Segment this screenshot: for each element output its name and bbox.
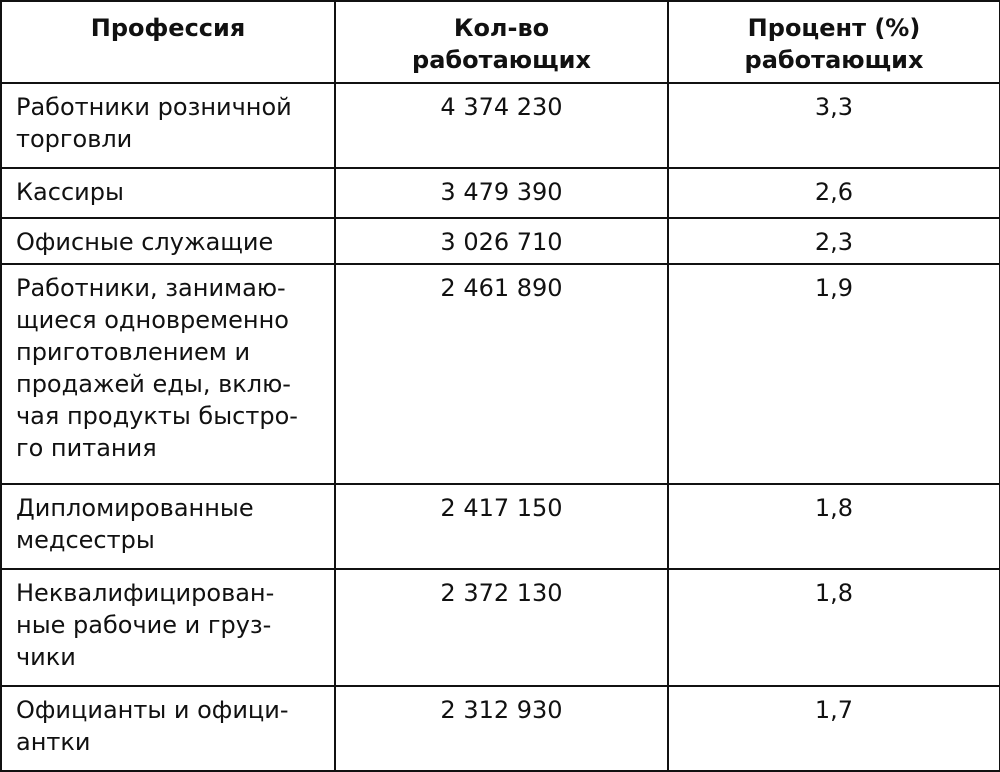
count-value: 4 374 230 xyxy=(440,93,563,121)
profession-text-line: щиеся одновременно xyxy=(16,306,289,334)
cell-profession xyxy=(1,83,335,168)
profession-text-line: го питания xyxy=(16,434,157,462)
profession-text-line: медсестры xyxy=(16,526,155,554)
cell-percent xyxy=(668,686,1000,771)
cell-percent xyxy=(668,264,1000,484)
count-value: 2 372 130 xyxy=(440,579,563,607)
header-count xyxy=(335,1,668,83)
cell-count xyxy=(335,484,668,569)
profession-text-line: чая продукты быстро- xyxy=(16,402,298,430)
count-value: 2 312 930 xyxy=(440,696,563,724)
profession-text-line: чики xyxy=(16,643,76,671)
percent-value: 1,9 xyxy=(814,274,854,302)
percent-value: 2,6 xyxy=(814,178,854,206)
table-row xyxy=(1,569,1000,686)
cell-profession xyxy=(1,686,335,771)
header-row xyxy=(1,1,1000,83)
count-value: 3 479 390 xyxy=(440,178,563,206)
cell-count xyxy=(335,569,668,686)
header-percent-label-line2: работающих xyxy=(744,46,924,74)
percent-value: 1,7 xyxy=(814,696,854,724)
cell-count xyxy=(335,83,668,168)
profession-text-line: Офисные служащие xyxy=(16,228,274,256)
percent-value: 3,3 xyxy=(814,93,854,121)
table-row xyxy=(1,83,1000,168)
profession-text-line: приготовлением и xyxy=(16,338,251,366)
header-profession xyxy=(1,1,335,83)
header-profession-label: Профессия xyxy=(90,14,246,42)
cell-percent xyxy=(668,83,1000,168)
profession-text-line: Работники розничной xyxy=(16,93,292,121)
profession-text-line: Работники, занимаю- xyxy=(16,274,286,302)
profession-text-line: ные рабочие и груз- xyxy=(16,611,272,639)
profession-text-line: Официанты и офици- xyxy=(16,696,289,724)
profession-text-line: Неквалифицирован- xyxy=(16,579,275,607)
count-value: 3 026 710 xyxy=(440,228,563,256)
profession-text-line: Кассиры xyxy=(16,178,124,206)
table-row xyxy=(1,218,1000,264)
header-percent-label-line1: Процент (%) xyxy=(747,14,921,42)
table-row xyxy=(1,686,1000,771)
cell-profession xyxy=(1,484,335,569)
profession-text-line: торговли xyxy=(16,125,133,153)
percent-value: 2,3 xyxy=(814,228,854,256)
cell-percent xyxy=(668,569,1000,686)
profession-text-line: продажей еды, вклю- xyxy=(16,370,291,398)
cell-profession xyxy=(1,218,335,264)
table-row xyxy=(1,484,1000,569)
cell-count xyxy=(335,168,668,218)
header-percent xyxy=(668,1,1000,83)
cell-count xyxy=(335,218,668,264)
table-body xyxy=(1,83,1000,771)
cell-profession xyxy=(1,264,335,484)
profession-text-line: антки xyxy=(16,728,91,756)
cell-percent xyxy=(668,218,1000,264)
header-count-label: Кол-во работающих xyxy=(412,14,591,74)
cell-profession xyxy=(1,569,335,686)
count-value: 2 461 890 xyxy=(440,274,563,302)
cell-count xyxy=(335,686,668,771)
cell-percent xyxy=(668,168,1000,218)
percent-value: 1,8 xyxy=(814,579,854,607)
percent-value: 1,8 xyxy=(814,494,854,522)
cell-percent xyxy=(668,484,1000,569)
profession-text-line: Дипломированные xyxy=(16,494,254,522)
table-row xyxy=(1,168,1000,218)
count-value: 2 417 150 xyxy=(440,494,563,522)
table-row xyxy=(1,264,1000,484)
cell-profession xyxy=(1,168,335,218)
cell-count xyxy=(335,264,668,484)
